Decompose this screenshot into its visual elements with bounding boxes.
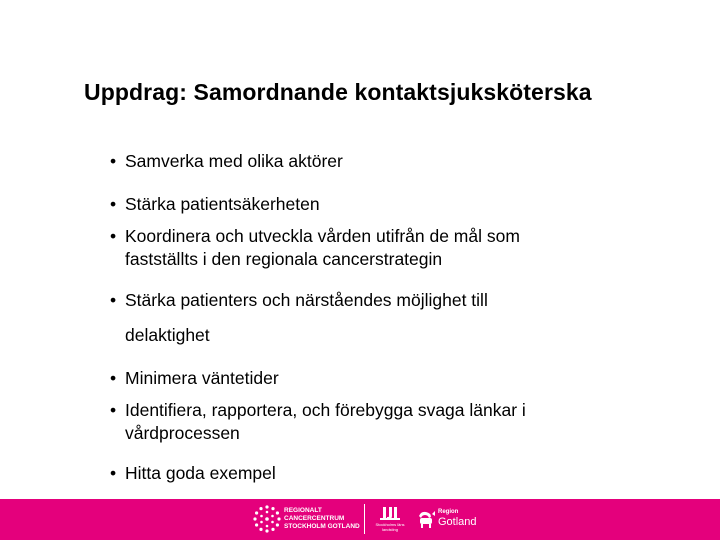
sll-logo-line: Stockholms läns xyxy=(375,522,405,527)
gotland-logo-text xyxy=(438,508,477,528)
bullet-dot: • xyxy=(110,194,117,214)
rcc-logo xyxy=(252,504,362,534)
rcc-logo-line: REGIONALT xyxy=(284,507,322,514)
bullet-line: Koordinera och utveckla vården utifrån de mål som xyxy=(125,226,520,246)
bullet-dot: • xyxy=(110,290,117,310)
rcc-logo-line: STOCKHOLM GOTLAND xyxy=(284,523,360,530)
bullet-text xyxy=(125,399,526,445)
bullet-item xyxy=(110,399,526,445)
gotland-logo-small: Region xyxy=(438,509,459,515)
sll-logo xyxy=(370,503,410,536)
rcc-logo-text xyxy=(284,507,360,531)
bullet-line: Samverka med olika aktörer xyxy=(125,151,343,171)
rcc-logo-line: CANCERCENTRUM xyxy=(284,515,345,522)
bullet-line: fastställts i den regionala cancerstrategin xyxy=(125,249,443,269)
bullet-item xyxy=(110,367,279,390)
bullet-item xyxy=(110,150,343,173)
bullet-item xyxy=(110,289,488,347)
bullet-line: Identifiera, rapportera, och förebygga svaga länkar i xyxy=(125,400,526,420)
gotland-logo-big: Gotland xyxy=(438,516,477,528)
stockholms-lans-landsting-crown-icon xyxy=(370,503,410,521)
bullet-item xyxy=(110,225,520,271)
bullet-dot: • xyxy=(110,400,117,420)
rcc-dotted-circle-icon xyxy=(252,504,282,534)
bullet-text xyxy=(125,462,276,485)
bullet-line: Stärka patienters och närståendes möjlighet till xyxy=(125,290,488,310)
bullet-text xyxy=(125,225,520,271)
bullet-dot: • xyxy=(110,368,117,388)
bullet-dot: • xyxy=(110,463,117,483)
bullet-text xyxy=(125,193,320,216)
bullet-text xyxy=(125,150,343,173)
bullet-text xyxy=(125,289,488,347)
sll-logo-text xyxy=(370,522,410,532)
bullet-line: Hitta goda exempel xyxy=(125,463,276,483)
bullet-line: delaktighet xyxy=(125,325,210,345)
gotland-logo xyxy=(416,504,476,534)
bullet-dot: • xyxy=(110,226,117,246)
bullet-item xyxy=(110,193,320,216)
footer-divider xyxy=(364,504,365,534)
bullet-text xyxy=(125,367,279,390)
bullet-line: Minimera väntetider xyxy=(125,368,279,388)
slide-title: Uppdrag: Samordnande kontaktsjuksköterska xyxy=(84,79,592,105)
sll-logo-line: landsting xyxy=(381,527,398,532)
bullet-dot: • xyxy=(110,151,117,171)
bullet-line: Stärka patientsäkerheten xyxy=(125,194,320,214)
footer-band xyxy=(0,499,720,540)
bullet-line: vårdprocessen xyxy=(125,423,240,443)
bullet-item xyxy=(110,462,276,485)
gotland-ram-icon xyxy=(416,508,436,530)
